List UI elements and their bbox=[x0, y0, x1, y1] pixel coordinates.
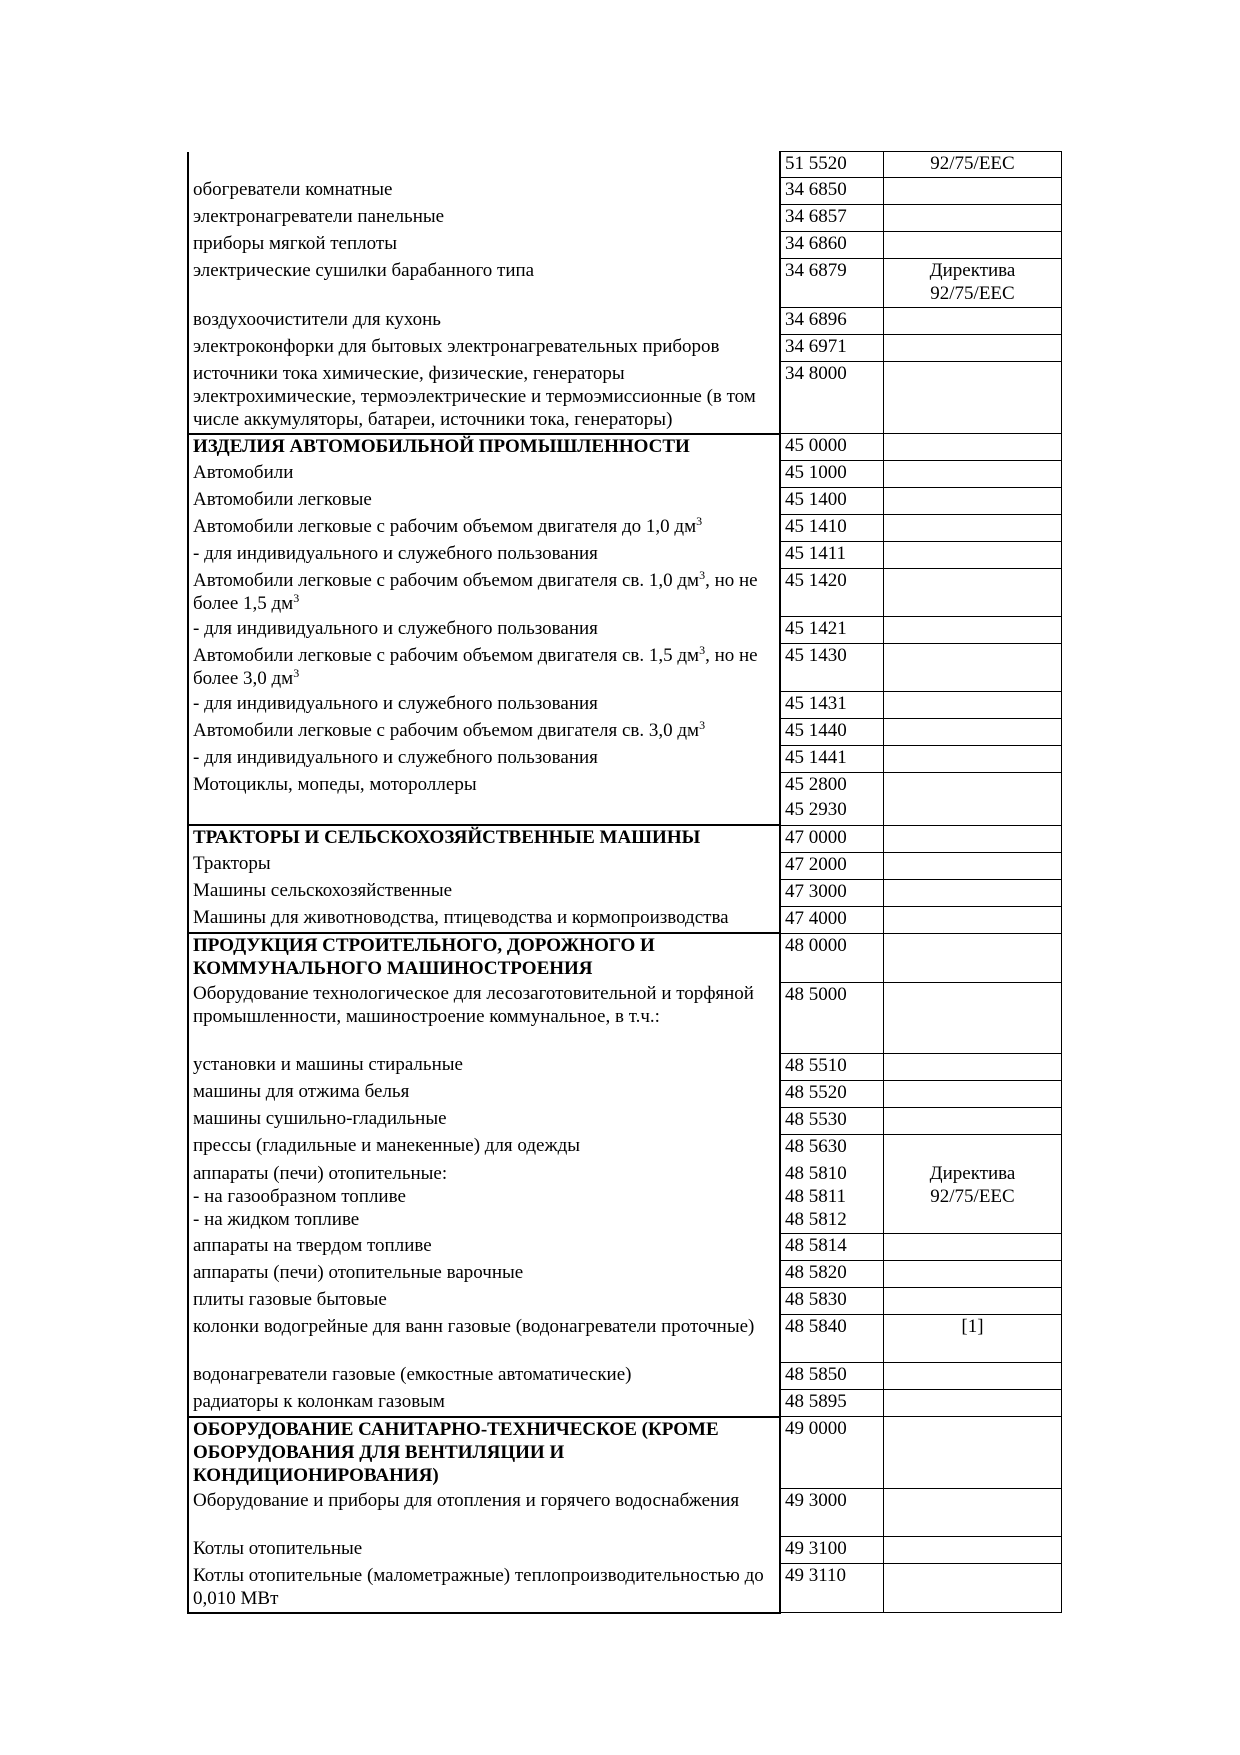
product-name: Автомобили легковые bbox=[193, 488, 372, 510]
product-name: водонагреватели газовые (емкостные автоматические) bbox=[193, 1363, 632, 1385]
product-code: 34 6857 bbox=[785, 206, 847, 227]
table-row bbox=[188, 773, 1061, 799]
product-code-cell bbox=[780, 178, 883, 205]
table-row bbox=[188, 1489, 1061, 1537]
product-name: электронагреватели панельные bbox=[193, 205, 445, 227]
product-name: Автомобили легковые с рабочим объемом двигателя св. 1,0 дм bbox=[193, 569, 700, 591]
product-code-cell bbox=[780, 719, 883, 746]
directive-cell bbox=[883, 982, 1061, 1053]
product-name: Мотоциклы, мопеды, мотороллеры bbox=[193, 773, 477, 795]
product-code: 49 3110 bbox=[785, 1565, 847, 1586]
product-code-cell bbox=[780, 1564, 883, 1613]
product-code-cell bbox=[780, 933, 883, 982]
product-code-cell bbox=[780, 205, 883, 232]
table-row bbox=[188, 933, 1061, 982]
product-name: источники тока химические, физические, генераторы электрохимические, термоэлектрические и термоэмиссионные (в том числе аккумуляторы, батареи, источники тока, генераторы) bbox=[193, 362, 756, 430]
product-name-cell bbox=[188, 852, 780, 879]
directive-cell bbox=[883, 1390, 1061, 1417]
product-name: аппараты (печи) отопительные варочные bbox=[193, 1261, 524, 1283]
product-code: 45 1431 bbox=[785, 693, 847, 714]
table-row bbox=[188, 1080, 1061, 1107]
product-name-cell bbox=[188, 308, 780, 335]
product-code: 48 5810 bbox=[785, 1163, 847, 1184]
product-name-cell bbox=[188, 335, 780, 362]
product-name-cell bbox=[188, 232, 780, 259]
product-name-cell bbox=[188, 362, 780, 434]
product-code: 49 0000 bbox=[785, 1418, 847, 1439]
table-row bbox=[188, 335, 1061, 362]
directive-cell bbox=[883, 362, 1061, 434]
product-code: 48 0000 bbox=[785, 934, 847, 956]
directive-cell bbox=[883, 773, 1061, 799]
product-code: 48 5530 bbox=[785, 1108, 847, 1130]
product-name: электрические сушилки барабанного типа bbox=[193, 259, 535, 281]
product-name: Автомобили легковые с рабочим объемом двигателя св. 3,0 дм bbox=[193, 719, 700, 741]
directive-cell bbox=[883, 1161, 1061, 1234]
product-name: электроконфорки для бытовых электронагревательных приборов bbox=[193, 335, 720, 357]
directive-cell bbox=[883, 1234, 1061, 1261]
product-code: 45 0000 bbox=[785, 435, 847, 456]
product-code: 48 5814 bbox=[785, 1235, 847, 1256]
product-name: Автомобили легковые с рабочим объемом двигателя до 1,0 дм bbox=[193, 515, 697, 537]
directive-cell bbox=[883, 1417, 1061, 1489]
product-name: ПРОДУКЦИЯ СТРОИТЕЛЬНОГО, ДОРОЖНОГО И КОММУНАЛЬНОГО МАШИНОСТРОЕНИЯ bbox=[193, 935, 655, 979]
product-name-cell bbox=[188, 1053, 780, 1080]
table-row bbox=[188, 1537, 1061, 1564]
product-name-cell bbox=[188, 692, 780, 719]
superscript: 3 bbox=[699, 718, 706, 732]
product-name-cell bbox=[188, 488, 780, 515]
product-name-cell bbox=[188, 1417, 780, 1489]
product-code-cell bbox=[780, 542, 883, 569]
table-row bbox=[188, 1564, 1061, 1613]
product-code: 48 5850 bbox=[785, 1364, 847, 1385]
table-row bbox=[188, 205, 1061, 232]
table-row bbox=[188, 692, 1061, 719]
table-row bbox=[188, 906, 1061, 933]
product-name: аппараты (печи) отопительные: bbox=[193, 1163, 448, 1184]
product-name-cell bbox=[188, 1363, 780, 1390]
product-name-cell bbox=[188, 461, 780, 488]
table-body bbox=[188, 152, 1061, 1613]
product-name: Машины сельскохозяйственные bbox=[193, 880, 453, 901]
product-name-cell bbox=[188, 879, 780, 906]
product-name: радиаторы к колонкам газовым bbox=[193, 1390, 445, 1412]
table-row bbox=[188, 879, 1061, 906]
product-name: - на газообразном топливе bbox=[193, 1186, 406, 1207]
directive-cell bbox=[883, 205, 1061, 232]
product-code: 34 6879 bbox=[785, 260, 847, 281]
directive-cell bbox=[883, 644, 1061, 692]
table-row bbox=[188, 152, 1061, 178]
product-code-cell bbox=[780, 692, 883, 719]
product-code-cell bbox=[780, 1134, 883, 1161]
product-code-cell bbox=[780, 232, 883, 259]
superscript: 3 bbox=[293, 665, 300, 680]
product-code: 48 5630 bbox=[785, 1135, 847, 1157]
product-code: 48 5812 bbox=[785, 1209, 847, 1230]
table-row bbox=[188, 178, 1061, 205]
product-code-cell bbox=[780, 617, 883, 644]
product-code: 34 8000 bbox=[785, 363, 847, 384]
product-code-cell bbox=[780, 569, 883, 617]
product-name: Тракторы bbox=[193, 853, 271, 874]
product-code-cell bbox=[780, 1363, 883, 1390]
product-code: 48 5520 bbox=[785, 1081, 847, 1103]
product-name-cell bbox=[188, 1564, 780, 1613]
directive-cell bbox=[883, 1315, 1061, 1363]
product-name-cell bbox=[188, 434, 780, 461]
table-row bbox=[188, 461, 1061, 488]
directive-ref: 92/75/EEC bbox=[930, 153, 1015, 174]
product-code-cell bbox=[780, 1234, 883, 1261]
table-row bbox=[188, 542, 1061, 569]
product-code: 45 1000 bbox=[785, 462, 847, 483]
product-code: 34 6850 bbox=[785, 179, 847, 200]
product-code: 45 1441 bbox=[785, 747, 847, 768]
table-row bbox=[188, 825, 1061, 852]
product-code: 45 1440 bbox=[785, 720, 847, 741]
product-code: 45 1430 bbox=[785, 645, 847, 666]
product-code: 34 6896 bbox=[785, 309, 847, 330]
table-row bbox=[188, 1107, 1061, 1134]
product-code: 49 3000 bbox=[785, 1490, 847, 1511]
table-row bbox=[188, 1390, 1061, 1417]
product-code-cell bbox=[780, 434, 883, 461]
table-row bbox=[188, 852, 1061, 879]
directive-cell bbox=[883, 1080, 1061, 1107]
directive-cell bbox=[883, 746, 1061, 773]
product-code: 48 5830 bbox=[785, 1289, 847, 1310]
product-code-cell bbox=[780, 825, 883, 852]
product-name: - для индивидуального и служебного пользования bbox=[193, 617, 598, 639]
table-row bbox=[188, 1234, 1061, 1261]
directive-cell bbox=[883, 1564, 1061, 1613]
table-row bbox=[188, 982, 1061, 1053]
product-name-cell bbox=[188, 1080, 780, 1107]
table-row bbox=[188, 798, 1061, 825]
product-code-cell bbox=[780, 308, 883, 335]
product-code: 48 5840 bbox=[785, 1316, 847, 1337]
product-name: ОБОРУДОВАНИЕ САНИТАРНО-ТЕХНИЧЕСКОЕ (КРОМЕ ОБОРУДОВАНИЯ ДЛЯ ВЕНТИЛЯЦИИ И КОНДИЦИОНИРОВАНИЯ) bbox=[193, 1418, 719, 1486]
product-name-cell bbox=[188, 644, 780, 692]
product-code: 47 0000 bbox=[785, 826, 847, 848]
product-code: 47 2000 bbox=[785, 853, 847, 875]
product-name-cell bbox=[188, 798, 780, 825]
product-name-cell bbox=[188, 1315, 780, 1363]
table-row bbox=[188, 1161, 1061, 1234]
product-name-cell bbox=[188, 933, 780, 982]
product-name: ТРАКТОРЫ И СЕЛЬСКОХОЗЯЙСТВЕННЫЕ МАШИНЫ bbox=[193, 827, 701, 848]
product-name: аппараты на твердом топливе bbox=[193, 1234, 432, 1256]
product-name: прессы (гладильные и манекенные) для одежды bbox=[193, 1135, 581, 1156]
product-code: 48 5510 bbox=[785, 1054, 847, 1076]
product-name: - для индивидуального и служебного пользования bbox=[193, 542, 598, 564]
product-code-cell bbox=[780, 644, 883, 692]
directive-cell bbox=[883, 488, 1061, 515]
directive-cell bbox=[883, 1363, 1061, 1390]
table-row bbox=[188, 1134, 1061, 1161]
product-name-cell bbox=[188, 982, 780, 1053]
directive-cell bbox=[883, 434, 1061, 461]
product-code: 45 1410 bbox=[785, 516, 847, 537]
product-name-cell bbox=[188, 178, 780, 205]
superscript: 3 bbox=[293, 590, 300, 605]
product-code-cell bbox=[780, 152, 883, 178]
product-code-cell bbox=[780, 335, 883, 362]
product-name-cell bbox=[188, 205, 780, 232]
product-name: ИЗДЕЛИЯ АВТОМОБИЛЬНОЙ ПРОМЫШЛЕННОСТИ bbox=[193, 435, 690, 457]
product-name-cell bbox=[188, 719, 780, 746]
product-code-cell bbox=[780, 362, 883, 434]
table-row bbox=[188, 569, 1061, 617]
superscript: 3 bbox=[696, 514, 703, 528]
table-row bbox=[188, 362, 1061, 434]
table-row bbox=[188, 515, 1061, 542]
product-code: 34 6971 bbox=[785, 336, 847, 357]
product-name: Оборудование и приборы для отопления и горячего водоснабжения bbox=[193, 1489, 740, 1511]
directive-cell bbox=[883, 259, 1061, 308]
product-code: 48 5820 bbox=[785, 1262, 847, 1283]
product-name: колонки водогрейные для ванн газовые (водонагреватели проточные) bbox=[193, 1315, 755, 1337]
table-row bbox=[188, 617, 1061, 644]
product-code-cell bbox=[780, 798, 883, 825]
product-name-tail: , но не более 3,0 дм bbox=[193, 644, 758, 689]
product-name-cell bbox=[188, 1234, 780, 1261]
superscript: 3 bbox=[699, 643, 706, 657]
table-row bbox=[188, 488, 1061, 515]
product-name-cell bbox=[188, 617, 780, 644]
product-codes-table bbox=[187, 151, 1062, 1614]
product-name: установки и машины стиральные bbox=[193, 1054, 463, 1075]
product-code: 48 5895 bbox=[785, 1391, 847, 1412]
product-name-cell bbox=[188, 825, 780, 852]
product-name: обогреватели комнатные bbox=[193, 178, 393, 200]
product-name: Котлы отопительные bbox=[193, 1537, 363, 1559]
table-row bbox=[188, 644, 1061, 692]
product-name: - для индивидуального и служебного пользования bbox=[193, 746, 598, 768]
product-code-cell bbox=[780, 852, 883, 879]
product-code: 45 1420 bbox=[785, 570, 847, 591]
product-name: Автомобили легковые с рабочим объемом двигателя св. 1,5 дм bbox=[193, 644, 700, 666]
superscript: 3 bbox=[699, 568, 706, 582]
directive-cell bbox=[883, 1261, 1061, 1288]
directive-cell bbox=[883, 178, 1061, 205]
directive-cell bbox=[883, 852, 1061, 879]
directive-cell bbox=[883, 1053, 1061, 1080]
product-code: 45 1411 bbox=[785, 543, 847, 564]
directive-cell bbox=[883, 933, 1061, 982]
product-name: - на жидком топливе bbox=[193, 1209, 360, 1230]
product-code: 47 3000 bbox=[785, 880, 847, 902]
product-name-cell bbox=[188, 773, 780, 799]
product-name-cell bbox=[188, 1107, 780, 1134]
product-name: машины сушильно-гладильные bbox=[193, 1108, 447, 1129]
directive-ref: Директива 92/75/EEC bbox=[929, 260, 1016, 304]
product-name-cell bbox=[188, 1261, 780, 1288]
table-row bbox=[188, 232, 1061, 259]
table-row bbox=[188, 1417, 1061, 1489]
directive-cell bbox=[883, 879, 1061, 906]
product-code: 45 1400 bbox=[785, 489, 847, 510]
product-name-cell bbox=[188, 1390, 780, 1417]
product-code: 45 2800 bbox=[785, 774, 847, 795]
product-code-cell bbox=[780, 1053, 883, 1080]
table-row bbox=[188, 1363, 1061, 1390]
product-code: 34 6860 bbox=[785, 233, 847, 254]
product-code-cell bbox=[780, 1390, 883, 1417]
product-code-cell bbox=[780, 906, 883, 933]
table-row bbox=[188, 434, 1061, 461]
directive-cell bbox=[883, 152, 1061, 178]
table-row bbox=[188, 308, 1061, 335]
product-code-cell bbox=[780, 488, 883, 515]
product-code-cell bbox=[780, 1107, 883, 1134]
table-row bbox=[188, 719, 1061, 746]
table-row bbox=[188, 746, 1061, 773]
product-name-cell bbox=[188, 906, 780, 933]
product-code-cell bbox=[780, 259, 883, 308]
product-code-cell bbox=[780, 1417, 883, 1489]
product-code-cell bbox=[780, 1261, 883, 1288]
directive-cell bbox=[883, 1134, 1061, 1161]
table-row bbox=[188, 259, 1061, 308]
product-name-cell bbox=[188, 1134, 780, 1161]
directive-cell bbox=[883, 461, 1061, 488]
product-name-cell bbox=[188, 569, 780, 617]
table-row bbox=[188, 1288, 1061, 1315]
product-name-cell bbox=[188, 515, 780, 542]
directive-cell bbox=[883, 798, 1061, 825]
product-code-cell bbox=[780, 461, 883, 488]
product-code-cell bbox=[780, 1489, 883, 1537]
directive-cell bbox=[883, 906, 1061, 933]
product-name-cell bbox=[188, 542, 780, 569]
product-code-cell bbox=[780, 746, 883, 773]
product-name-tail: , но не более 1,5 дм bbox=[193, 569, 758, 614]
product-code-cell bbox=[780, 1537, 883, 1564]
directive-cell bbox=[883, 1489, 1061, 1537]
directive-cell bbox=[883, 719, 1061, 746]
product-name: плиты газовые бытовые bbox=[193, 1288, 387, 1310]
product-code-cell bbox=[780, 1288, 883, 1315]
product-code-cell bbox=[780, 879, 883, 906]
directive-cell bbox=[883, 308, 1061, 335]
table-row bbox=[188, 1261, 1061, 1288]
product-name-cell bbox=[188, 746, 780, 773]
product-name-cell bbox=[188, 259, 780, 308]
product-name: машины для отжима белья bbox=[193, 1081, 410, 1102]
product-name: приборы мягкой теплоты bbox=[193, 232, 397, 254]
directive-cell bbox=[883, 335, 1061, 362]
product-code: 49 3100 bbox=[785, 1538, 847, 1559]
product-code-cell bbox=[780, 982, 883, 1053]
directive-cell bbox=[883, 569, 1061, 617]
product-code-cell bbox=[780, 773, 883, 799]
directive-cell bbox=[883, 617, 1061, 644]
product-name-cell bbox=[188, 152, 780, 178]
product-name-cell bbox=[188, 1537, 780, 1564]
directive-cell bbox=[883, 692, 1061, 719]
directive-cell bbox=[883, 1537, 1061, 1564]
product-code: 48 5811 bbox=[785, 1186, 847, 1207]
product-code: 45 2930 bbox=[785, 799, 847, 820]
product-name: - для индивидуального и служебного пользования bbox=[193, 692, 598, 714]
directive-cell bbox=[883, 1288, 1061, 1315]
directive-cell bbox=[883, 1107, 1061, 1134]
directive-cell bbox=[883, 542, 1061, 569]
product-name: Автомобили bbox=[193, 461, 294, 483]
table-row bbox=[188, 1053, 1061, 1080]
directive-ref: Директива 92/75/EEC bbox=[929, 1163, 1016, 1207]
product-name: Машины для животноводства, птицеводства и кормопроизводства bbox=[193, 907, 729, 928]
product-name: Оборудование технологическое для лесозаготовительной и торфяной промышленности, машиностроение коммунальное, в т.ч.: bbox=[193, 983, 754, 1027]
product-name-cell bbox=[188, 1489, 780, 1537]
product-code: 45 1421 bbox=[785, 618, 847, 639]
product-code: 51 5520 bbox=[785, 153, 847, 174]
directive-cell bbox=[883, 825, 1061, 852]
directive-ref: [1] bbox=[961, 1316, 984, 1337]
product-code-cell bbox=[780, 515, 883, 542]
product-name: Котлы отопительные (малометражные) теплопроизводительностью до 0,010 МВт bbox=[193, 1564, 764, 1609]
directive-cell bbox=[883, 232, 1061, 259]
product-code: 47 4000 bbox=[785, 907, 847, 929]
product-code: 48 5000 bbox=[785, 983, 847, 1005]
product-name-cell bbox=[188, 1161, 780, 1234]
product-code-cell bbox=[780, 1080, 883, 1107]
product-code-cell bbox=[780, 1315, 883, 1363]
product-name: воздухоочистители для кухонь bbox=[193, 308, 441, 330]
directive-cell bbox=[883, 515, 1061, 542]
product-code-cell bbox=[780, 1161, 883, 1234]
table-row bbox=[188, 1315, 1061, 1363]
product-name-cell bbox=[188, 1288, 780, 1315]
